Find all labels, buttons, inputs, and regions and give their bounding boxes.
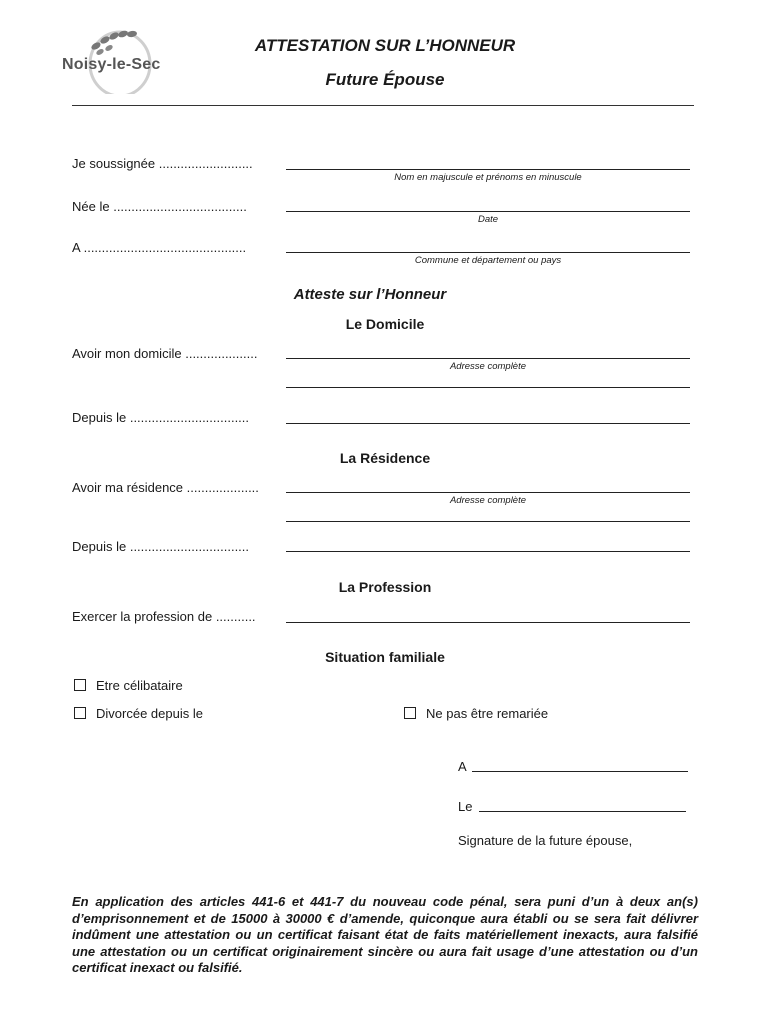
divorcee-option[interactable]: Divorcée depuis le	[74, 706, 203, 721]
situation-heading: Situation familiale	[325, 649, 445, 665]
domicile-address-field[interactable]	[286, 358, 690, 359]
birth-place-label: A .............................................	[72, 240, 247, 255]
document-title: ATTESTATION SUR L’HONNEUR	[254, 36, 516, 55]
date-hint: Date	[477, 214, 499, 225]
checkbox[interactable]	[74, 707, 86, 719]
legal-notice: En application des articles 441-6 et 441-7 du nouveau code pénal, sera puni d’un à deux an(s) d’emprisonnement et de 15000 à 30000 € d’amende, quiconque aura établi ou se sera fait délivrer indûment une attestation ou un certificat faisant état de faits matériellement inexacts, aura falsifié une attestation ou un certificat originairement sincère ou aura fait usage d’une attestation ou d’un certificat inexact ou falsifié.	[72, 894, 698, 975]
signature-date-label: Le	[458, 799, 473, 814]
signature-date-field[interactable]	[479, 811, 686, 812]
commune-hint: Commune et département ou pays	[414, 255, 562, 266]
signature-place-field[interactable]	[472, 771, 688, 772]
atteste-heading: Atteste sur l’Honneur	[293, 286, 447, 303]
signature-place-label: A	[458, 759, 467, 774]
celibataire-option[interactable]: Etre célibataire	[74, 678, 183, 693]
profession-label: Exercer la profession de ...........	[72, 609, 256, 624]
residence-address-hint: Adresse complète	[449, 495, 527, 506]
nee-le-label: Née le .....................................	[72, 199, 247, 214]
name-field[interactable]	[286, 169, 690, 170]
residence-address-field-2[interactable]	[286, 521, 690, 522]
birth-place-field[interactable]	[286, 252, 690, 253]
non-remariee-option[interactable]: Ne pas être remariée	[404, 706, 548, 721]
domicile-address-field-2[interactable]	[286, 387, 690, 388]
domicile-label: Avoir mon domicile ....................	[72, 346, 258, 361]
residence-heading: La Résidence	[339, 450, 431, 466]
domicile-address-hint: Adresse complète	[449, 361, 527, 372]
profession-field[interactable]	[286, 622, 690, 623]
checkbox[interactable]	[404, 707, 416, 719]
document-subtitle: Future Épouse	[325, 70, 445, 89]
domicile-heading: Le Domicile	[345, 316, 425, 332]
residence-since-field[interactable]	[286, 551, 690, 552]
domicile-since-field[interactable]	[286, 423, 690, 424]
name-hint: Nom en majuscule et prénoms en minuscule	[394, 172, 582, 183]
residence-label: Avoir ma résidence ....................	[72, 480, 259, 495]
residence-address-field[interactable]	[286, 492, 690, 493]
je-soussignee-label: Je soussignée ..........................	[72, 156, 253, 171]
residence-depuis-label: Depuis le .................................	[72, 539, 250, 554]
birth-date-field[interactable]	[286, 211, 690, 212]
signature-label: Signature de la future épouse,	[458, 833, 633, 848]
profession-heading: La Profession	[338, 579, 432, 595]
checkbox[interactable]	[74, 679, 86, 691]
logo-text: Noisy-le-Sec	[62, 56, 161, 73]
header-divider	[72, 105, 694, 106]
domicile-depuis-label: Depuis le .................................	[72, 410, 250, 425]
